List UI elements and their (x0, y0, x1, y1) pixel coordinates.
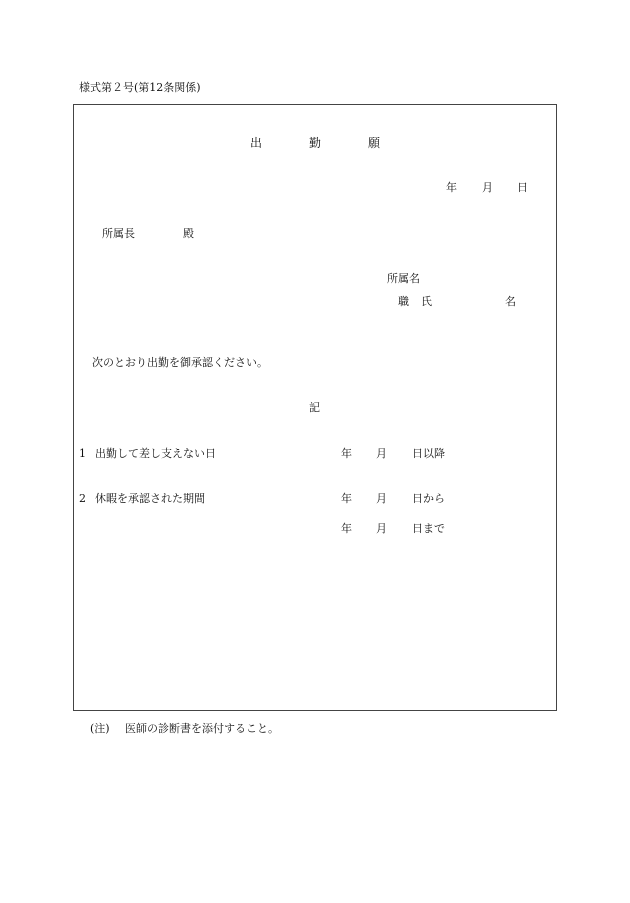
period-end-month: 月 (376, 522, 387, 535)
title-char-2: 勤 (309, 136, 322, 150)
title-char-3: 願 (368, 136, 381, 150)
footnote-marker: (注) (90, 722, 110, 735)
item-2-month: 月 (376, 492, 387, 505)
ki-label: 記 (309, 401, 320, 414)
item-1-day: 日以降 (412, 447, 445, 460)
affiliation-label: 所属名 (387, 272, 420, 285)
addressee-honorific: 殿 (183, 227, 194, 240)
name-label-1: 氏 (421, 295, 432, 308)
period-end-year: 年 (341, 522, 352, 535)
item-1-year: 年 (341, 447, 352, 460)
item-2-year: 年 (341, 492, 352, 505)
position-label: 職 (398, 295, 409, 308)
request-text: 次のとおり出勤を御承認ください。 (92, 356, 268, 369)
item-1-month: 月 (376, 447, 387, 460)
addressee-label: 所属長 (102, 227, 135, 240)
date-month-label: 月 (482, 181, 493, 194)
footnote-text: 医師の診断書を添付すること。 (125, 722, 279, 735)
date-year-label: 年 (446, 181, 457, 194)
date-day-label: 日 (517, 181, 528, 194)
item-2-label: 休暇を承認された期間 (95, 492, 205, 505)
item-1-label: 出勤して差し支えない日 (95, 447, 216, 460)
form-label: 様式第２号(第12条関係) (79, 81, 201, 94)
item-1-number: 1 (79, 447, 86, 460)
name-label-2: 名 (505, 295, 516, 308)
item-2-number: 2 (79, 492, 86, 505)
title-char-1: 出 (250, 136, 263, 150)
period-end-day: 日まで (412, 522, 445, 535)
item-2-day: 日から (412, 492, 445, 505)
